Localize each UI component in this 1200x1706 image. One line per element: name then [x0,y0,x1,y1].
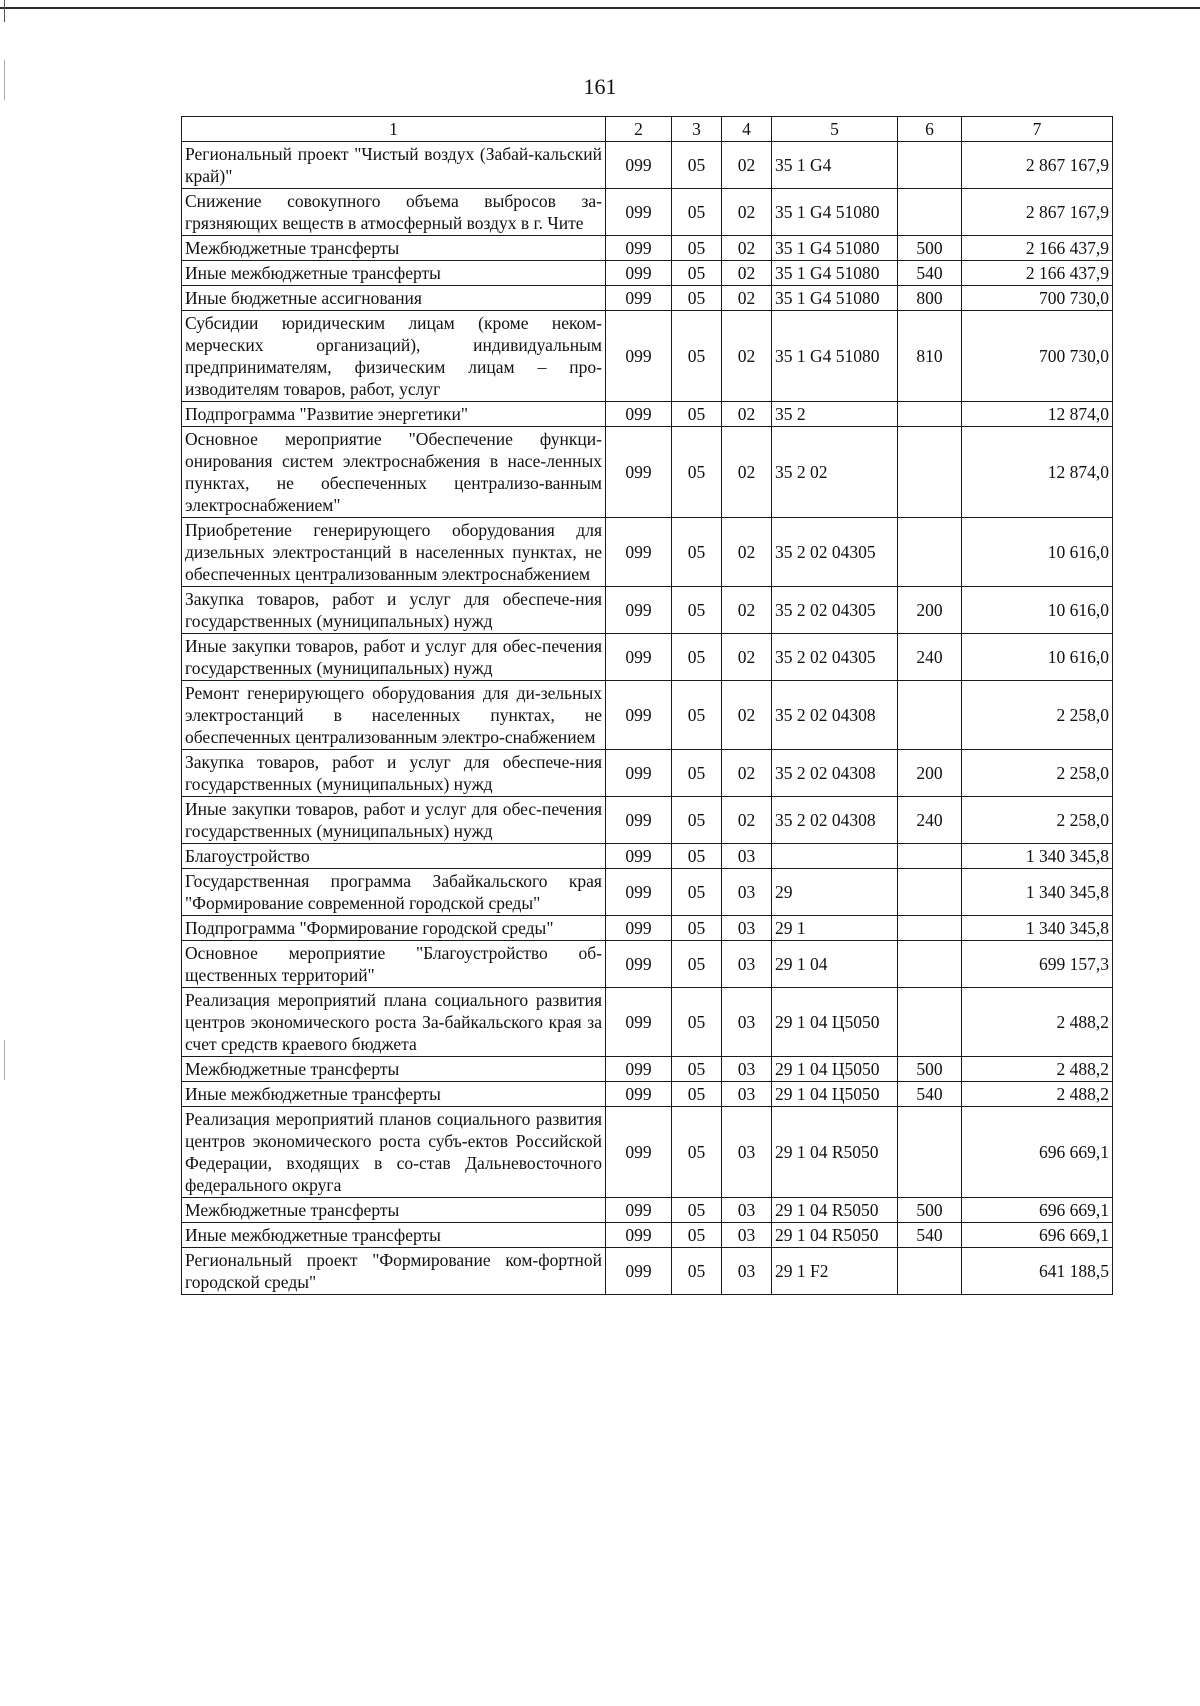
code-cell: 29 1 04 Ц5050 [772,1057,898,1082]
code-cell: 05 [672,797,722,844]
item-name-cell: Ремонт генерирующего оборудования для ди-зельных электростанций в населенных пунктах, не обеспеченных централизованным электро-снабжением [182,681,606,750]
code-cell [898,916,962,941]
amount-cell: 2 867 167,9 [962,189,1113,236]
table-row [182,1082,1113,1107]
code-cell: 099 [606,916,672,941]
table-row [182,286,1113,311]
item-name-cell: Снижение совокупного объема выбросов за-грязняющих веществ в атмосферный воздух в г. Чите [182,189,606,236]
code-cell: 35 1 G4 51080 [772,261,898,286]
amount-cell: 2 488,2 [962,988,1113,1057]
code-cell [898,988,962,1057]
table-row [182,587,1113,634]
code-cell: 099 [606,681,672,750]
amount-cell: 700 730,0 [962,311,1113,402]
code-cell [898,189,962,236]
amount-cell: 2 258,0 [962,681,1113,750]
amount-cell: 1 340 345,8 [962,844,1113,869]
code-cell: 35 1 G4 [772,142,898,189]
table-row [182,750,1113,797]
code-cell: 540 [898,261,962,286]
code-cell: 02 [722,142,772,189]
code-cell: 240 [898,797,962,844]
code-cell: 03 [722,1082,772,1107]
code-cell [898,1107,962,1198]
code-cell: 02 [722,427,772,518]
code-cell: 29 1 04 R5050 [772,1107,898,1198]
code-cell: 35 2 02 04305 [772,518,898,587]
code-cell: 05 [672,1107,722,1198]
code-cell: 35 2 02 04305 [772,634,898,681]
table-row [182,427,1113,518]
amount-cell: 2 166 437,9 [962,236,1113,261]
item-name-cell: Региональный проект "Чистый воздух (Забай-кальский край)" [182,142,606,189]
code-cell: 540 [898,1082,962,1107]
item-name-cell: Основное мероприятие "Благоустройство об-щественных территорий" [182,941,606,988]
table-row [182,1107,1113,1198]
code-cell: 03 [722,916,772,941]
table-row [182,1248,1113,1295]
code-cell: 02 [722,236,772,261]
amount-cell: 696 669,1 [962,1198,1113,1223]
column-header: 4 [722,117,772,142]
code-cell: 29 1 04 [772,941,898,988]
code-cell: 099 [606,1223,672,1248]
code-cell: 02 [722,797,772,844]
table-row [182,634,1113,681]
item-name-cell: Иные межбюджетные трансферты [182,1082,606,1107]
code-cell: 29 1 F2 [772,1248,898,1295]
code-cell: 200 [898,587,962,634]
code-cell: 099 [606,189,672,236]
code-cell: 35 1 G4 51080 [772,236,898,261]
code-cell: 05 [672,286,722,311]
column-header: 2 [606,117,672,142]
amount-cell: 2 258,0 [962,750,1113,797]
code-cell: 05 [672,189,722,236]
code-cell: 200 [898,750,962,797]
amount-cell: 12 874,0 [962,402,1113,427]
code-cell: 099 [606,587,672,634]
code-cell: 800 [898,286,962,311]
code-cell [898,518,962,587]
column-header: 5 [772,117,898,142]
code-cell: 05 [672,1223,722,1248]
code-cell: 02 [722,286,772,311]
code-cell [898,142,962,189]
code-cell: 29 1 [772,916,898,941]
code-cell: 02 [722,261,772,286]
code-cell: 05 [672,587,722,634]
code-cell: 099 [606,750,672,797]
code-cell: 03 [722,1198,772,1223]
code-cell: 29 1 04 Ц5050 [772,988,898,1057]
table-row [182,941,1113,988]
item-name-cell: Межбюджетные трансферты [182,1198,606,1223]
table-row [182,988,1113,1057]
item-name-cell: Иные межбюджетные трансферты [182,1223,606,1248]
code-cell: 099 [606,518,672,587]
amount-cell: 699 157,3 [962,941,1113,988]
code-cell: 099 [606,261,672,286]
amount-cell: 10 616,0 [962,587,1113,634]
code-cell: 05 [672,681,722,750]
code-cell: 03 [722,1248,772,1295]
code-cell: 03 [722,941,772,988]
code-cell [898,1248,962,1295]
scan-edge-mark [4,1040,5,1080]
table-row [182,681,1113,750]
amount-cell: 2 258,0 [962,797,1113,844]
code-cell: 500 [898,1057,962,1082]
code-cell: 099 [606,988,672,1057]
code-cell: 099 [606,1057,672,1082]
code-cell [772,844,898,869]
item-name-cell: Приобретение генерирующего оборудования для дизельных электростанций в населенных пунктах, не обеспеченных централизованным электроснабжением [182,518,606,587]
code-cell: 05 [672,634,722,681]
code-cell [898,427,962,518]
code-cell: 099 [606,1082,672,1107]
code-cell: 03 [722,869,772,916]
code-cell: 099 [606,1198,672,1223]
table-row [182,142,1113,189]
code-cell: 099 [606,797,672,844]
item-name-cell: Подпрограмма "Формирование городской среды" [182,916,606,941]
code-cell: 35 2 02 04308 [772,797,898,844]
amount-cell: 10 616,0 [962,518,1113,587]
column-header: 6 [898,117,962,142]
code-cell: 099 [606,286,672,311]
table-row [182,1223,1113,1248]
table-row [182,189,1113,236]
code-cell: 35 2 02 04308 [772,750,898,797]
code-cell: 05 [672,916,722,941]
item-name-cell: Закупка товаров, работ и услуг для обеспече-ния государственных (муниципальных) нужд [182,750,606,797]
amount-cell: 696 669,1 [962,1223,1113,1248]
code-cell: 05 [672,261,722,286]
code-cell: 35 2 [772,402,898,427]
table-row [182,518,1113,587]
code-cell: 099 [606,402,672,427]
code-cell: 02 [722,634,772,681]
table-row [182,402,1113,427]
header-row [182,117,1113,142]
code-cell: 099 [606,236,672,261]
code-cell [898,844,962,869]
code-cell: 35 1 G4 51080 [772,311,898,402]
code-cell: 29 1 04 R5050 [772,1198,898,1223]
table-row [182,261,1113,286]
code-cell: 03 [722,1057,772,1082]
item-name-cell: Иные закупки товаров, работ и услуг для обес-печения государственных (муниципальных) нужд [182,797,606,844]
item-name-cell: Региональный проект "Формирование ком-фортной городской среды" [182,1248,606,1295]
amount-cell: 10 616,0 [962,634,1113,681]
code-cell: 05 [672,988,722,1057]
code-cell: 35 2 02 04305 [772,587,898,634]
code-cell: 03 [722,988,772,1057]
item-name-cell: Иные бюджетные ассигнования [182,286,606,311]
column-header: 7 [962,117,1113,142]
code-cell: 500 [898,1198,962,1223]
code-cell: 03 [722,844,772,869]
code-cell: 05 [672,869,722,916]
code-cell: 05 [672,1248,722,1295]
item-name-cell: Межбюджетные трансферты [182,1057,606,1082]
table-row [182,797,1113,844]
code-cell: 02 [722,311,772,402]
item-name-cell: Субсидии юридическим лицам (кроме неком-мерческих организаций), индивидуальным предпринимателям, физическим лицам – про-изводителям товаров, работ, услуг [182,311,606,402]
code-cell: 099 [606,844,672,869]
code-cell: 35 1 G4 51080 [772,286,898,311]
code-cell: 05 [672,402,722,427]
code-cell: 099 [606,311,672,402]
code-cell: 05 [672,844,722,869]
code-cell [898,402,962,427]
code-cell: 29 [772,869,898,916]
amount-cell: 12 874,0 [962,427,1113,518]
amount-cell: 1 340 345,8 [962,869,1113,916]
code-cell: 35 1 G4 51080 [772,189,898,236]
code-cell [898,941,962,988]
code-cell: 05 [672,518,722,587]
column-header: 3 [672,117,722,142]
code-cell: 02 [722,681,772,750]
item-name-cell: Иные межбюджетные трансферты [182,261,606,286]
item-name-cell: Закупка товаров, работ и услуг для обеспече-ния государственных (муниципальных) нужд [182,587,606,634]
table-row [182,916,1113,941]
code-cell: 500 [898,236,962,261]
item-name-cell: Иные закупки товаров, работ и услуг для обес-печения государственных (муниципальных) нужд [182,634,606,681]
table-row [182,1057,1113,1082]
code-cell: 099 [606,1107,672,1198]
table-row [182,1198,1113,1223]
amount-cell: 2 867 167,9 [962,142,1113,189]
amount-cell: 2 166 437,9 [962,261,1113,286]
code-cell: 05 [672,1057,722,1082]
code-cell: 29 1 04 R5050 [772,1223,898,1248]
item-name-cell: Межбюджетные трансферты [182,236,606,261]
item-name-cell: Подпрограмма "Развитие энергетики" [182,402,606,427]
code-cell: 05 [672,311,722,402]
page-number: 161 [583,74,617,99]
budget-table [181,116,1113,1295]
amount-cell: 2 488,2 [962,1082,1113,1107]
amount-cell: 696 669,1 [962,1107,1113,1198]
code-cell [898,681,962,750]
code-cell: 02 [722,750,772,797]
table-row [182,869,1113,916]
code-cell: 03 [722,1107,772,1198]
code-cell: 35 2 02 04308 [772,681,898,750]
code-cell: 35 2 02 [772,427,898,518]
item-name-cell: Основное мероприятие "Обеспечение функци-онирования систем электроснабжения в насе-ленных пунктах, не обеспеченных централизо-ванным электроснабжением" [182,427,606,518]
code-cell: 05 [672,941,722,988]
item-name-cell: Реализация мероприятий плана социального развития центров экономического роста За-байкальского края за счет средств краевого бюджета [182,988,606,1057]
code-cell: 05 [672,750,722,797]
code-cell: 05 [672,142,722,189]
column-header: 1 [182,117,606,142]
code-cell: 099 [606,634,672,681]
item-name-cell: Реализация мероприятий планов социального развития центров экономического роста субъ-ектов Российской Федерации, входящих в со-став Дальневосточного федерального округа [182,1107,606,1198]
code-cell: 02 [722,402,772,427]
table-body [182,142,1113,1295]
code-cell: 05 [672,1082,722,1107]
code-cell: 540 [898,1223,962,1248]
amount-cell: 700 730,0 [962,286,1113,311]
code-cell: 02 [722,587,772,634]
table-row [182,311,1113,402]
code-cell: 05 [672,236,722,261]
code-cell: 099 [606,869,672,916]
code-cell: 099 [606,142,672,189]
code-cell: 099 [606,427,672,518]
amount-cell: 2 488,2 [962,1057,1113,1082]
code-cell: 29 1 04 Ц5050 [772,1082,898,1107]
item-name-cell: Благоустройство [182,844,606,869]
amount-cell: 1 340 345,8 [962,916,1113,941]
code-cell: 02 [722,518,772,587]
code-cell: 099 [606,1248,672,1295]
code-cell: 05 [672,1198,722,1223]
code-cell: 02 [722,189,772,236]
table-row [182,236,1113,261]
code-cell: 099 [606,941,672,988]
code-cell [898,869,962,916]
code-cell: 240 [898,634,962,681]
scan-edge-mark [4,0,5,22]
item-name-cell: Государственная программа Забайкальского края "Формирование современной городской среды" [182,869,606,916]
scan-border-line [0,7,1200,9]
code-cell: 05 [672,427,722,518]
code-cell: 810 [898,311,962,402]
amount-cell: 641 188,5 [962,1248,1113,1295]
table-row [182,844,1113,869]
code-cell: 03 [722,1223,772,1248]
